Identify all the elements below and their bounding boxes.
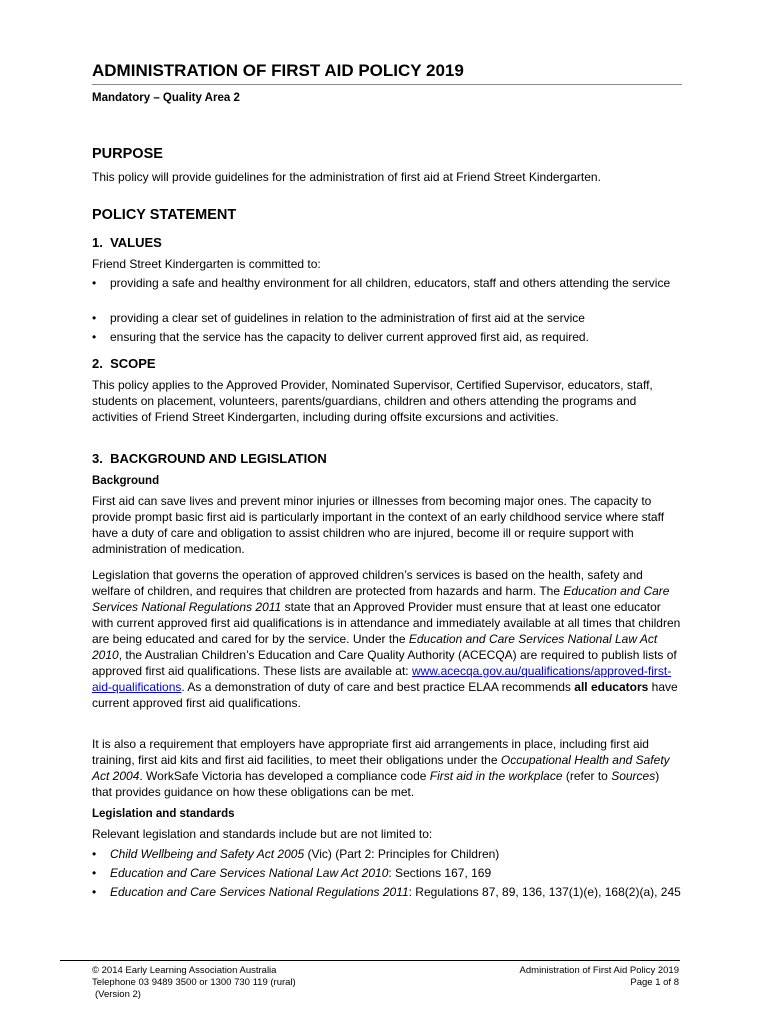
footer-copyright: © 2014 Early Learning Association Australia [92, 965, 277, 976]
background-paragraph-3: It is also a requirement that employers have appropriate first aid arrangements in place, including first aid training, first aid kits and first aid facilities, to meet their obligations under the Occupational Health and Safety Act 2004. WorkSafe Victoria has developed a compliance code First aid in the workplace (refer to Sources) that provides guidance on how these obligations can be met. [92, 737, 670, 799]
legislation-intro: Relevant legislation and standards include but are not limited to: [92, 827, 433, 841]
values-bullet: • ensuring that the service has the capacity to deliver current approved first aid, as required. [92, 330, 589, 344]
document-subtitle: Mandatory – Quality Area 2 [92, 92, 240, 104]
footer-page-number: Page 1 of 8 [630, 977, 679, 988]
scope-heading: 2. SCOPE [92, 356, 156, 371]
background-paragraph-2: Legislation that governs the operation of approved children’s services is based on the health, safety and welfare of children, and requires that children are protected from hazards and harm. The Education and Care Services National Regulations 2011 state that an Approved Provider must ensure that at least one educator with current approved first aid qualifications is in attendance and immediately available at all times that children are being educated and cared for by the service. Under the Education and Care Services National Law Act 2010, the Australian Children’s Education and Care Quality Authority (ACECQA) are required to publish lists of approved first aid qualifications. These lists are available at: www.acecqa.gov.au/qualifications/approved-first-aid-qualifications. As a demonstration of duty of care and best practice ELAA recommends all educators have current approved first aid qualifications. [92, 568, 681, 710]
values-bullet: • providing a safe and healthy environment for all children, educators, staff and others attending the service [92, 276, 671, 290]
background-paragraph-1: First aid can save lives and prevent minor injuries or illnesses from becoming major ones. The capacity to provide prompt basic first aid is particularly important in the context of an early childhood service where staff have a duty of care and obligation to assist children who are injured, become ill or require support with administration of medication. [92, 494, 665, 556]
footer-document-name: Administration of First Aid Policy 2019 [519, 965, 679, 976]
legislation-item: • Child Wellbeing and Safety Act 2005 (Vic) (Part 2: Principles for Children) [92, 847, 500, 861]
legislation-item: • Education and Care Services National Law Act 2010: Sections 167, 169 [92, 866, 492, 880]
background-heading: 3. BACKGROUND AND LEGISLATION [92, 451, 327, 466]
footer-right [520, 965, 679, 989]
values-intro: Friend Street Kindergarten is committed to: [92, 257, 321, 271]
values-bullet: • providing a clear set of guidelines in relation to the administration of first aid at the service [92, 311, 585, 325]
policy-statement-heading: POLICY STATEMENT [92, 207, 237, 223]
scope-text: This policy applies to the Approved Provider, Nominated Supervisor, Certified Supervisor, educators, staff, students on placement, volunteers, parents/guardians, children and others attending the programs and activities of Friend Street Kindergarten, including during offsite excursions and activities. [92, 378, 653, 424]
acecqa-link[interactable]: www.acecqa.gov.au/qualifications/approved-first-aid-qualifications [92, 664, 672, 694]
footer-version: (Version 2) [95, 989, 141, 1000]
footer-divider [60, 960, 680, 961]
legislation-item: • Education and Care Services National Regulations 2011: Regulations 87, 89, 136, 137(1)(e), 168(2)(a), 245 [92, 885, 681, 899]
legislation-subheading: Legislation and standards [92, 808, 235, 820]
footer-telephone: Telephone 03 9489 3500 or 1300 730 119 (rural) [92, 977, 296, 988]
purpose-text: This policy will provide guidelines for the administration of first aid at Friend Street Kindergarten. [92, 170, 601, 184]
values-heading: 1. VALUES [92, 235, 162, 250]
footer-left [92, 965, 296, 1001]
document-title: ADMINISTRATION OF FIRST AID POLICY 2019 [92, 60, 682, 85]
purpose-heading: PURPOSE [92, 146, 163, 162]
background-subheading: Background [92, 475, 160, 487]
